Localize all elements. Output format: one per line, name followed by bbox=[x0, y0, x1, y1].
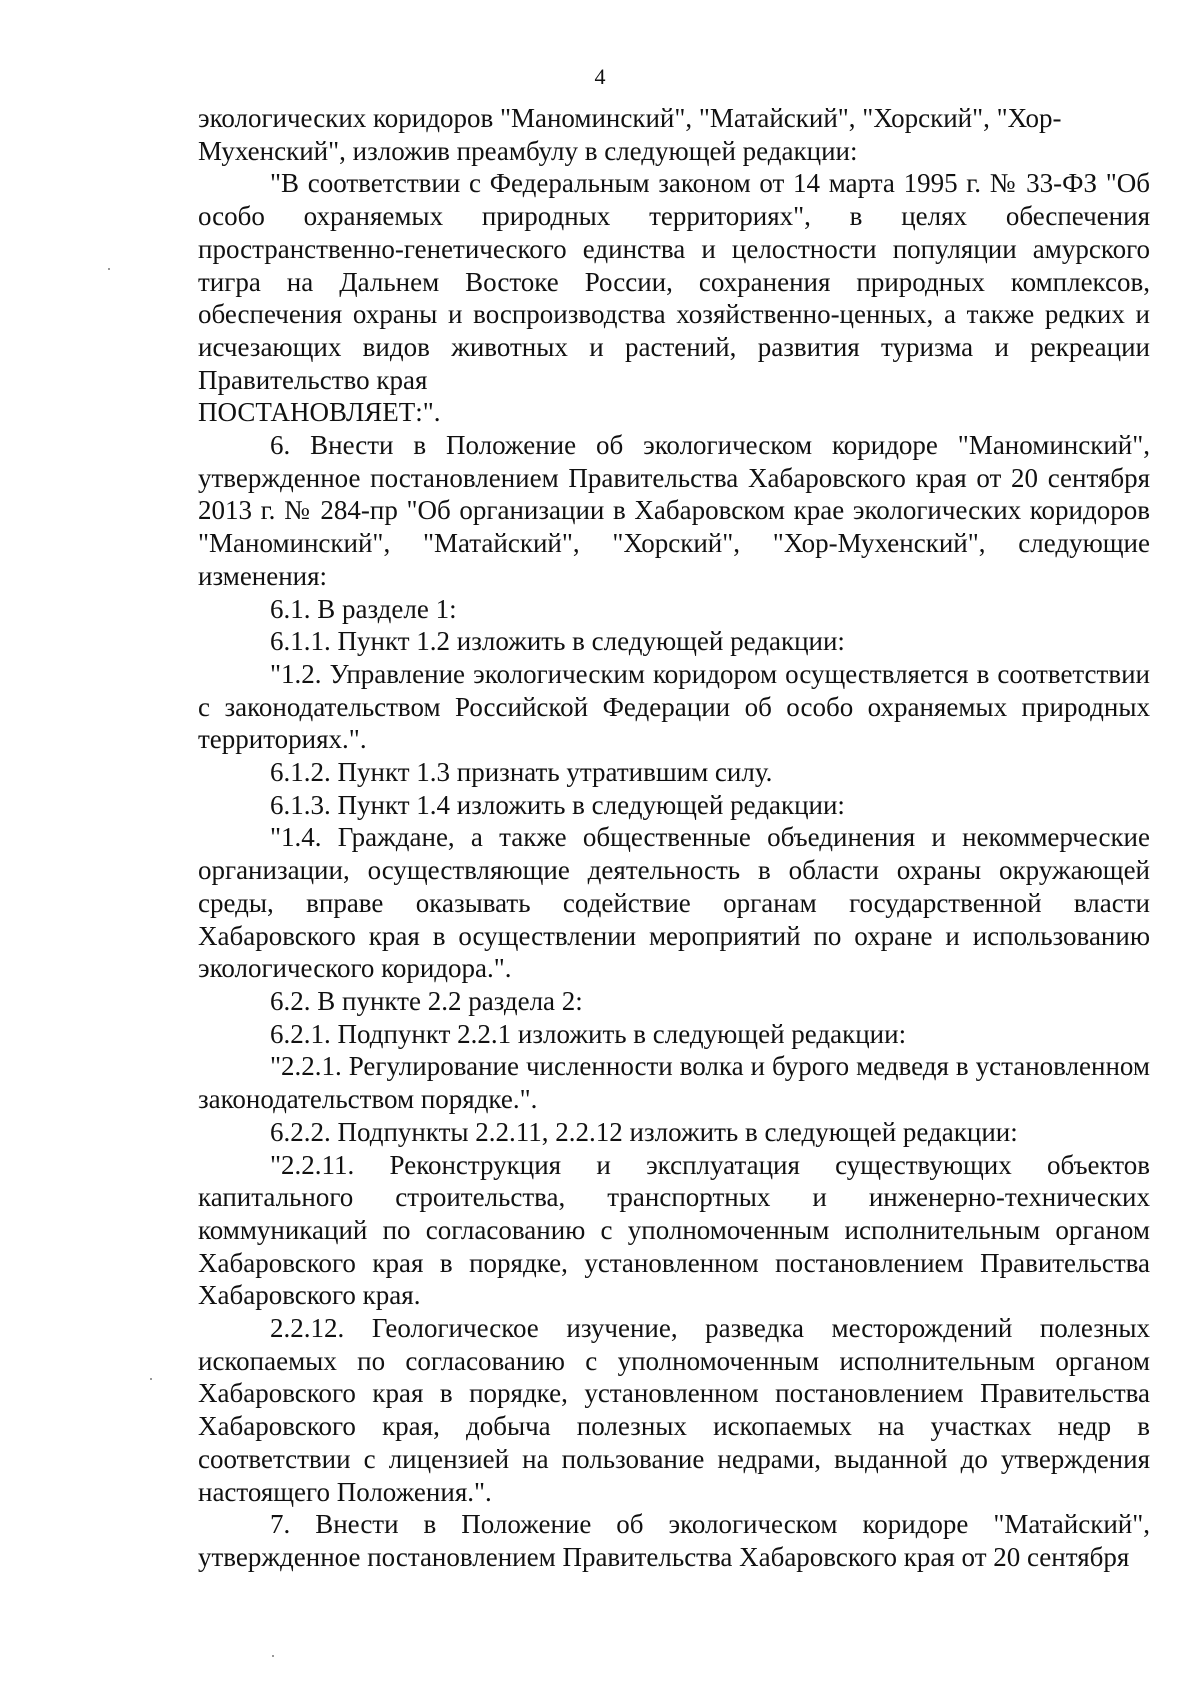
paragraph-preamble-text: "В соответствии с Федеральным законом от 14 марта 1995 г. № 33-ФЗ "Об особо охраняемых природных территориях", в целях обеспечения пространственно-генетического единства и целостности популяции амурского тигра на Дальнем Востоке России, сохранения природных комплексов, обеспечения охраны и воспроизводства хозяйственно-ценных, а также редких и исчезающих видов животных и растений, развития туризма и рекреации Правительство края bbox=[198, 168, 1150, 395]
paragraph-item-6-2: 6.2. В пункте 2.2 раздела 2: bbox=[270, 985, 583, 1016]
scan-speck bbox=[272, 1655, 274, 1657]
paragraph-item-6-1-2: 6.1.2. Пункт 1.3 признать утратившим силу. bbox=[270, 757, 773, 788]
paragraph-clause-1-4: "1.4. Граждане, а также общественные объединения и некоммерческие организации, осуществляющие деятельность в области охраны окружающей среды, вправе оказывать содействие органам государственной власти Хабаровского края в осуществлении мероприятий по охране и использованию экологического коридора.". bbox=[198, 822, 1150, 984]
paragraph-clause-2-2-12: 2.2.12. Геологическое изучение, разведка месторождений полезных ископаемых по согласованию с уполномоченным исполнительным органом Хабаровского края в порядке, установленном постановлением Правительства Хабаровского края, добыча полезных ископаемых на участках недр в соответствии с лицензией на пользование недрами, выданной до утверждения настоящего Положения.". bbox=[198, 1313, 1150, 1507]
paragraph-item-6-1-3: 6.1.3. Пункт 1.4 изложить в следующей редакции: bbox=[270, 789, 845, 820]
paragraph-clause-2-2-1: "2.2.1. Регулирование численности волка и бурого медведя в установленном законодательством порядке.". bbox=[198, 1051, 1150, 1115]
page-number: 4 bbox=[594, 64, 606, 89]
paragraph-clause-1-2: "1.2. Управление экологическим коридором осуществляется в соответствии с законодательством Российской Федерации об особо охраняемых природных территориях.". bbox=[198, 658, 1150, 755]
paragraph-preamble-intro: экологических коридоров "Маноминский", "Матайский", "Хорский", "Хор-Мухенский", изложив преамбулу в следующей редакции: bbox=[198, 103, 1062, 166]
paragraph-item-6-2-1: 6.2.1. Подпункт 2.2.1 изложить в следующей редакции: bbox=[270, 1018, 907, 1049]
paragraph-item-6-1-1: 6.1.1. Пункт 1.2 изложить в следующей редакции: bbox=[270, 626, 845, 657]
paragraph-item-6-1: 6.1. В разделе 1: bbox=[270, 593, 457, 624]
paragraph-item-6: 6. Внести в Положение об экологическом коридоре "Маноминский", утвержденное постановлением Правительства Хабаровского края от 20 сентября 2013 г. № 284-пр "Об организации в Хабаровском крае экологических коридоров "Маноминский", "Матайский", "Хорский", "Хор-Мухенский", следующие изменения: bbox=[198, 430, 1150, 591]
paragraph-postanovlyaet: ПОСТАНОВЛЯЕТ:". bbox=[198, 397, 441, 428]
document-body bbox=[198, 102, 1150, 1574]
paragraph-item-6-2-2: 6.2.2. Подпункты 2.2.11, 2.2.12 изложить в следующей редакции: bbox=[270, 1116, 1018, 1147]
scan-speck bbox=[150, 1378, 152, 1380]
scan-speck bbox=[108, 268, 110, 270]
paragraph-clause-2-2-11: "2.2.11. Реконструкция и эксплуатация существующих объектов капитального строительства, транспортных и инженерно-технических коммуникаций по согласованию с уполномоченным исполнительным органом Хабаровского края в порядке, установленном постановлением Правительства Хабаровского края. bbox=[198, 1149, 1150, 1311]
paragraph-item-7: 7. Внести в Положение об экологическом коридоре "Матайский", утвержденное постановлением Правительства Хабаровского края от 20 сентября bbox=[198, 1509, 1150, 1572]
